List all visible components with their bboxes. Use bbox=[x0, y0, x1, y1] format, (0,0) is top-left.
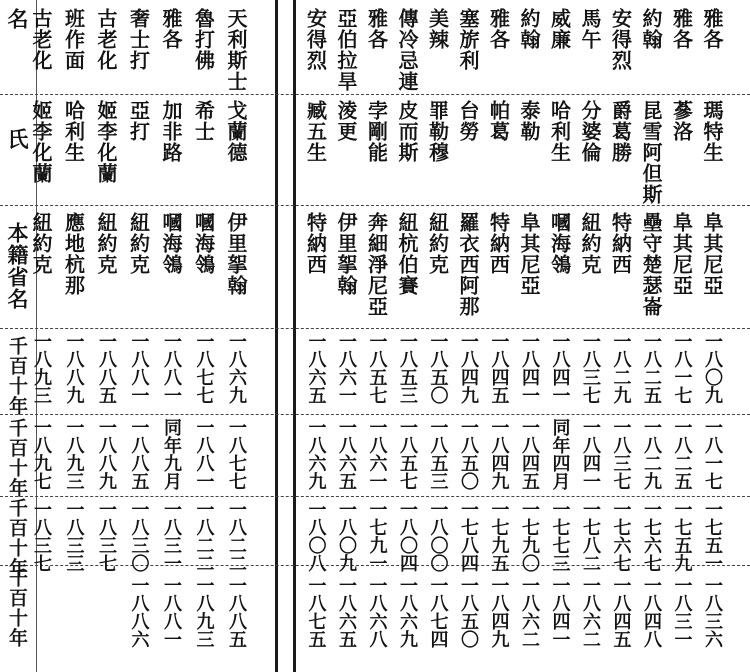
cell-exit: 一八八五 bbox=[226, 576, 247, 648]
cell-name: 雅各 bbox=[669, 8, 694, 50]
cell-state: 阜其尼亞 bbox=[700, 212, 724, 296]
cell-died: 一八五三 bbox=[427, 418, 449, 490]
cell-name: 威廉 bbox=[547, 8, 572, 50]
cell-name: 班作面 bbox=[61, 8, 86, 71]
cell-died: 一八六九 bbox=[305, 418, 327, 490]
cell-died: 一八四一 bbox=[580, 418, 601, 490]
cell-entry: 一七九一 bbox=[366, 500, 388, 572]
cell-state: 紐約克 bbox=[578, 212, 602, 275]
cell-name: 雅各 bbox=[364, 8, 389, 50]
cell-died: 同年四月 bbox=[549, 418, 571, 490]
cell-name: 美辣 bbox=[425, 8, 450, 50]
cell-born: 一八五〇 bbox=[427, 332, 449, 404]
cell-born: 一八八九 bbox=[63, 332, 85, 404]
cell-entry: 一八三一 bbox=[161, 500, 182, 572]
cell-exit: 一八七五 bbox=[305, 576, 327, 648]
cell-died: 一八九三 bbox=[63, 418, 85, 490]
cell-exit: 一八七四 bbox=[427, 576, 449, 648]
cell-surname: 皮而斯 bbox=[395, 100, 419, 163]
cell-born: 一八四一 bbox=[519, 332, 540, 404]
cell-surname: 姬李化蘭 bbox=[94, 100, 118, 184]
cell-exit: 一八六八 bbox=[366, 576, 388, 648]
cell-surname: 臧五生 bbox=[303, 100, 328, 163]
cell-entry: 一七六七 bbox=[610, 500, 632, 572]
row-rule-born bbox=[0, 414, 750, 415]
cell-state: 壘守楚瑟崙 bbox=[639, 212, 663, 317]
cell-surname: 昆雪阿但斯 bbox=[639, 100, 663, 205]
cell-surname: 瑪特生 bbox=[700, 100, 724, 163]
cell-entry: 一八〇〇 bbox=[427, 500, 449, 572]
cell-state: 紐約克 bbox=[94, 212, 118, 275]
cell-died: 一八六一 bbox=[366, 418, 388, 490]
label-born: 千百十年 bbox=[6, 336, 28, 416]
cell-state: 紐杭伯賽 bbox=[395, 212, 419, 296]
cell-surname: 孛剛能 bbox=[364, 100, 389, 163]
cell-died: 一八三七 bbox=[610, 418, 632, 490]
cell-exit: 一八三六 bbox=[702, 576, 723, 648]
cell-name: 傳冷忌連 bbox=[395, 8, 419, 92]
cell-exit: 一八九三 bbox=[193, 576, 215, 648]
cell-state: 羅衣西阿那 bbox=[456, 212, 480, 317]
cell-died: 一八四五 bbox=[519, 418, 540, 490]
cell-died: 一八五七 bbox=[397, 418, 418, 490]
cell-died: 一八八五 bbox=[128, 418, 150, 490]
cell-died: 一八五〇 bbox=[458, 418, 479, 490]
label-entry: 千百十年 bbox=[6, 498, 28, 578]
cell-name: 安得烈 bbox=[608, 8, 633, 71]
cell-born: 一八一七 bbox=[671, 332, 693, 404]
cell-state: 嘓海鴒 bbox=[547, 212, 572, 275]
cell-exit: 一八六九 bbox=[397, 576, 418, 648]
cell-exit: 一八三一 bbox=[671, 576, 693, 648]
cell-surname: 希士 bbox=[191, 100, 216, 142]
cell-entry: 一七六七 bbox=[641, 500, 662, 572]
cell-born: 一八五三 bbox=[397, 332, 418, 404]
cell-born: 一八八一 bbox=[161, 332, 182, 404]
cell-state: 嘓海鴒 bbox=[191, 212, 216, 275]
cell-name: 約翰 bbox=[517, 8, 541, 50]
cell-exit: 一八八一 bbox=[161, 576, 182, 648]
cell-born: 一八六五 bbox=[305, 332, 327, 404]
cell-entry: 一八三七 bbox=[96, 500, 117, 572]
cell-state: 紐約克 bbox=[126, 212, 151, 275]
label-surname: 氏 bbox=[5, 128, 30, 150]
cell-surname: 姬李化蘭 bbox=[29, 100, 53, 184]
cell-state: 奔細淨尼亞 bbox=[364, 212, 389, 317]
cell-entry: 一八三七 bbox=[31, 500, 52, 572]
cell-born: 一八三七 bbox=[580, 332, 601, 404]
cell-died: 一八四九 bbox=[488, 418, 510, 490]
cell-name: 亞伯拉旱 bbox=[334, 8, 358, 92]
cell-surname: 哈利生 bbox=[61, 100, 86, 163]
cell-died: 一八二九 bbox=[641, 418, 662, 490]
cell-state: 特納西 bbox=[486, 212, 511, 275]
cell-surname: 亞打 bbox=[126, 100, 151, 142]
cell-state: 阜其尼亞 bbox=[517, 212, 541, 296]
cell-exit: 一八六五 bbox=[336, 576, 357, 648]
cell-name: 奢士打 bbox=[126, 8, 151, 71]
cell-state: 伊里挐翰 bbox=[224, 212, 248, 296]
cell-exit: 一八四八 bbox=[641, 576, 662, 648]
gutter-rule-left bbox=[275, 0, 278, 672]
cell-state: 伊里挐翰 bbox=[334, 212, 358, 296]
cell-died: 一八七七 bbox=[226, 418, 247, 490]
cell-born: 一八四五 bbox=[488, 332, 510, 404]
cell-born: 一八〇九 bbox=[702, 332, 723, 404]
cell-entry: 一七七三 bbox=[549, 500, 571, 572]
cell-name: 古老化 bbox=[94, 8, 118, 71]
cell-name: 塞旂利 bbox=[456, 8, 480, 71]
cell-born: 一八二五 bbox=[641, 332, 662, 404]
cell-exit: 一八六二 bbox=[519, 576, 540, 648]
cell-entry: 一七九五 bbox=[488, 500, 510, 572]
cell-exit: 一八四五 bbox=[610, 576, 632, 648]
cell-died: 一八二五 bbox=[671, 418, 693, 490]
cell-born: 一八八五 bbox=[96, 332, 117, 404]
label-state: 本籍省名 bbox=[5, 222, 30, 310]
cell-entry: 一七八二 bbox=[580, 500, 601, 572]
cell-entry: 一八三〇 bbox=[128, 500, 150, 572]
cell-exit: 一八五〇 bbox=[458, 576, 479, 648]
cell-died: 一八八一 bbox=[193, 418, 215, 490]
cell-died: 一八八九 bbox=[96, 418, 117, 490]
label-exit: 千百十年 bbox=[6, 568, 28, 648]
label-name: 名 bbox=[5, 8, 30, 30]
row-rule-died bbox=[0, 496, 750, 497]
cell-born: 一八九三 bbox=[31, 332, 52, 404]
cell-entry: 一七五九 bbox=[671, 500, 693, 572]
cell-state: 嘓海鴒 bbox=[159, 212, 183, 275]
cell-state: 應地杭那 bbox=[61, 212, 86, 296]
cell-state: 特納西 bbox=[303, 212, 328, 275]
cell-surname: 台勞 bbox=[456, 100, 480, 142]
cell-died: 一八六五 bbox=[336, 418, 357, 490]
cell-state: 紐約克 bbox=[29, 212, 53, 275]
cell-born: 一八八一 bbox=[128, 332, 150, 404]
cell-surname: 泰勒 bbox=[517, 100, 541, 142]
cell-surname: 罪勒穆 bbox=[425, 100, 450, 163]
cell-exit: 一八四一 bbox=[549, 576, 571, 648]
cell-surname: 爵葛勝 bbox=[608, 100, 633, 163]
cell-born: 一八五七 bbox=[366, 332, 388, 404]
cell-entry: 一八二二 bbox=[226, 500, 247, 572]
cell-surname: 哈利生 bbox=[547, 100, 572, 163]
cell-name: 馬午 bbox=[578, 8, 602, 50]
cell-died: 同年九月 bbox=[161, 418, 182, 490]
cell-exit: 一八六二 bbox=[580, 576, 601, 648]
cell-state: 紐約克 bbox=[425, 212, 450, 275]
cell-name: 雅各 bbox=[486, 8, 511, 50]
cell-exit: 一八八六 bbox=[128, 576, 150, 648]
cell-born: 一八六九 bbox=[226, 332, 247, 404]
cell-entry: 一八〇四 bbox=[397, 500, 418, 572]
cell-surname: 加非路 bbox=[159, 100, 183, 163]
cell-state: 阜其尼亞 bbox=[669, 212, 694, 296]
cell-died: 一八九七 bbox=[31, 418, 52, 490]
cell-name: 雅各 bbox=[159, 8, 183, 50]
cell-name: 雅各 bbox=[700, 8, 724, 50]
row-rule-name bbox=[0, 94, 750, 95]
cell-surname: 戈蘭德 bbox=[224, 100, 248, 163]
cell-surname: 帕葛 bbox=[486, 100, 511, 142]
cell-entry: 一八三三 bbox=[63, 500, 85, 572]
cell-born: 一八四一 bbox=[549, 332, 571, 404]
cell-born: 一八二九 bbox=[610, 332, 632, 404]
cell-entry: 一七五一 bbox=[702, 500, 723, 572]
cell-surname: 分婆倫 bbox=[578, 100, 602, 163]
cell-entry: 一七八四 bbox=[458, 500, 479, 572]
cell-died: 一八一七 bbox=[702, 418, 723, 490]
cell-name: 安得烈 bbox=[303, 8, 328, 71]
cell-name: 天利斯士 bbox=[224, 8, 248, 92]
cell-born: 一八七七 bbox=[193, 332, 215, 404]
cell-born: 一八四九 bbox=[458, 332, 479, 404]
cell-state: 特納西 bbox=[608, 212, 633, 275]
cell-entry: 一七九〇 bbox=[519, 500, 540, 572]
label-died: 千百十年 bbox=[6, 418, 28, 498]
cell-name: 魯打佛 bbox=[191, 8, 216, 71]
cell-surname: 蔘洛 bbox=[669, 100, 694, 142]
cell-surname: 淩更 bbox=[334, 100, 358, 142]
cell-born: 一八六一 bbox=[336, 332, 357, 404]
cell-entry: 一八〇九 bbox=[336, 500, 357, 572]
row-rule-state bbox=[0, 328, 750, 329]
row-rule-surname bbox=[0, 205, 750, 206]
gutter-rule-right bbox=[293, 0, 296, 672]
cell-entry: 一八〇八 bbox=[305, 500, 327, 572]
cell-name: 古老化 bbox=[29, 8, 53, 71]
cell-entry: 一八二二 bbox=[193, 500, 215, 572]
cell-exit: 一八四九 bbox=[488, 576, 510, 648]
cell-name: 約翰 bbox=[639, 8, 663, 50]
